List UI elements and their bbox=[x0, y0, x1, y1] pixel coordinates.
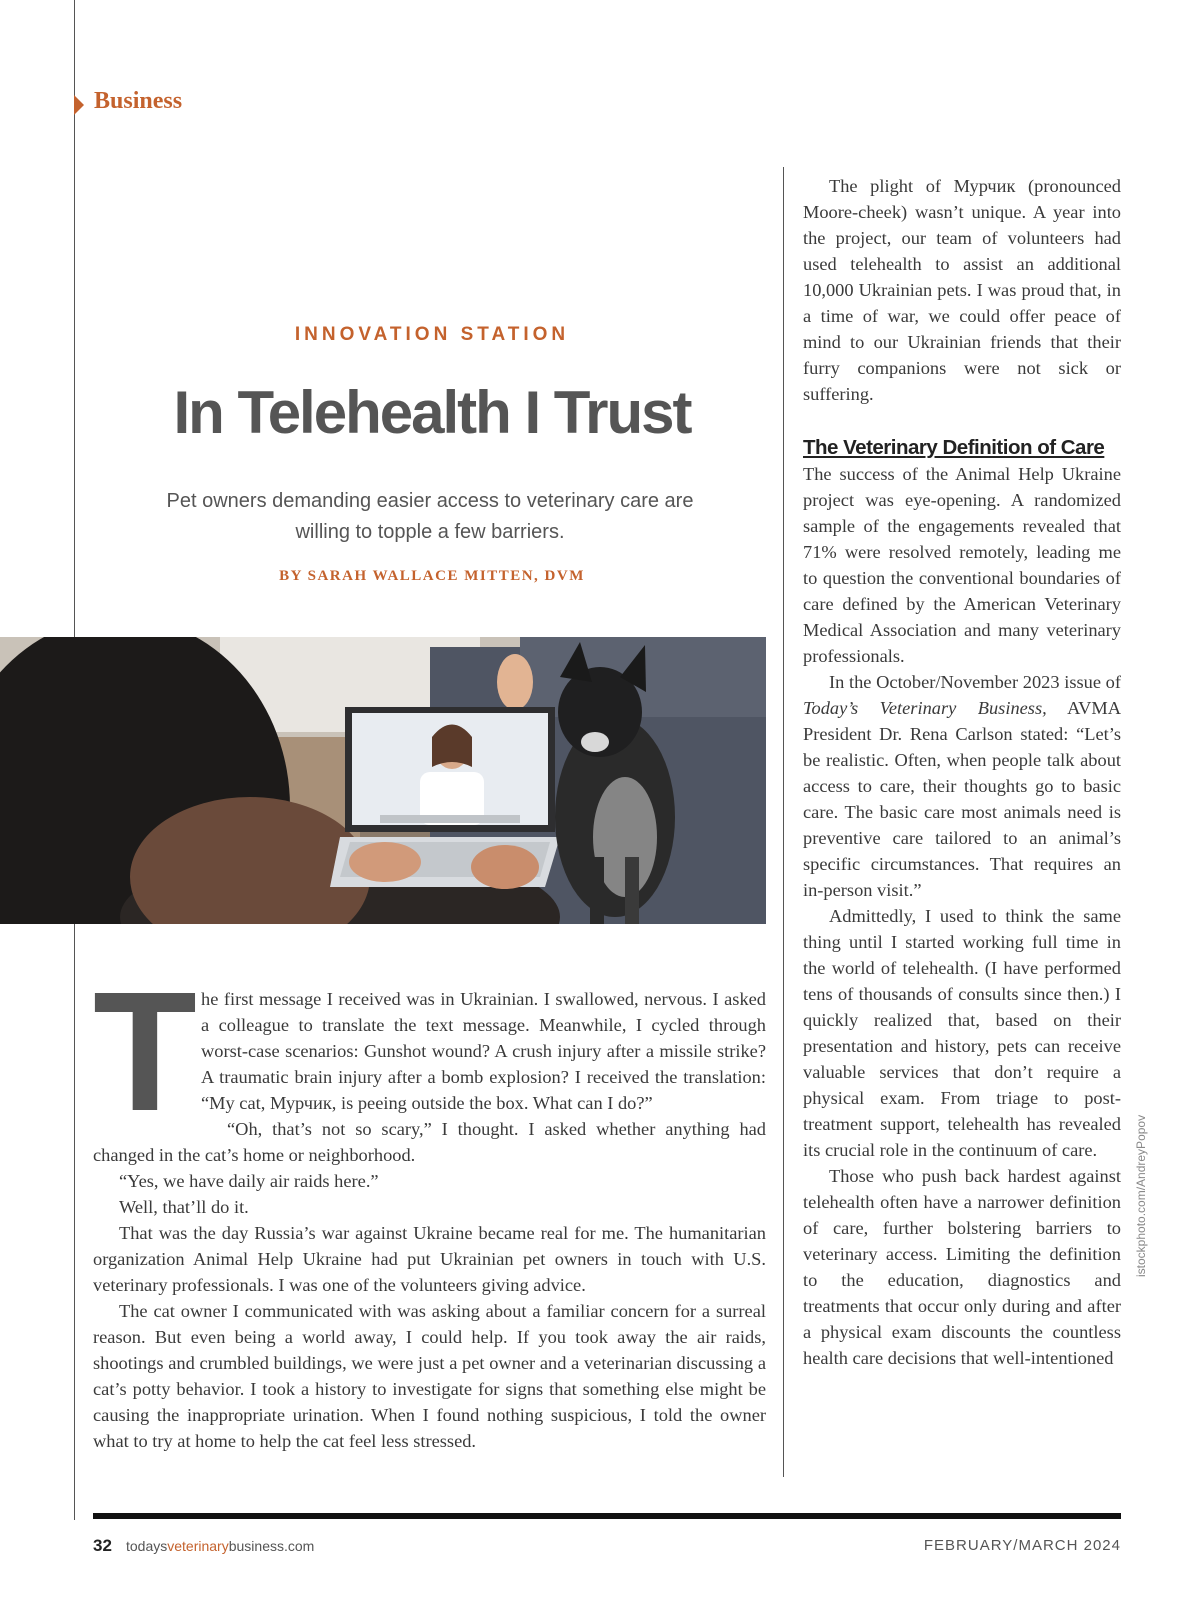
article-title: In Telehealth I Trust bbox=[173, 379, 691, 446]
paragraph-2: “Oh, that’s not so scary,” I thought. I asked whether anything had changed in the cat’s home or neighborhood. bbox=[93, 1119, 766, 1165]
paragraph-9: In the October/November 2023 issue of Today’s Veterinary Business, AVMA President Dr. Rena Carlson stated: “Let’s be realistic. Often, when people talk about access to care, their thoughts go to basic care. The basic care most animals need is preventive care tailored to an animal’s specific circumstances. That requires an in-person visit.” bbox=[803, 672, 1121, 900]
photo-credit: istockphoto.com/AndreyPopov bbox=[1134, 1114, 1148, 1277]
column-divider bbox=[783, 167, 784, 1477]
site-url[interactable]: todaysveterinarybusiness.com bbox=[126, 1538, 315, 1554]
footer-rule bbox=[93, 1513, 1121, 1519]
triangle-right-icon bbox=[74, 95, 84, 115]
article-dek: Pet owners demanding easier access to veterinary care are willing to topple a few barriers. bbox=[166, 490, 694, 543]
publication-title: Today’s Veterinary Business, bbox=[803, 698, 1047, 718]
paragraph-10: Admittedly, I used to think the same thing until I started working full time in the world of telehealth. (I have performed tens of thousands of consults since then.) I quickly realized that, based on their presentation and history, pets can receive valuable services that don’t require a physical exam. From triage to post-treatment support, telehealth has revealed its crucial role in the continuum of care. bbox=[803, 906, 1121, 1160]
paragraph-4: Well, that’ll do it. bbox=[119, 1197, 249, 1217]
paragraph-3: “Yes, we have daily air raids here.” bbox=[119, 1171, 379, 1191]
paragraph-5: That was the day Russia’s war against Ukraine became real for me. The humanitarian organization Animal Help Ukraine had put Ukrainian pet owners in touch with U.S. veterinary professionals. I was one of the volunteers giving advice. bbox=[93, 1223, 766, 1295]
article-byline: BY SARAH WALLACE MITTEN, DVM bbox=[279, 568, 585, 584]
drop-cap: T bbox=[93, 988, 197, 1136]
section-label: Business bbox=[94, 88, 183, 114]
article-body-left bbox=[93, 986, 766, 1484]
paragraph-6: The cat owner I communicated with was asking about a familiar concern for a surreal reason. But even being a world away, I could help. If you took away the air raids, shootings and crumbled buildings, we were just a pet owner and a veterinarian discussing a cat’s potty behavior. I took a history to investigate for signs that something else might be causing the inappropriate urination. When I found nothing suspicious, I told the owner what to try at home to help the cat feel less stressed. bbox=[93, 1301, 766, 1451]
paragraph-11: Those who push back hardest against telehealth often have a narrower definition of care, further bolstering barriers to veterinary access. Limiting the definition to the education, diagnostics and treatments that occur only during and after a physical exam discounts the countless health care decisions that well-intentioned bbox=[803, 1166, 1121, 1368]
hero-photo bbox=[0, 637, 766, 924]
article-body-right bbox=[803, 173, 1121, 1483]
issue-date: FEBRUARY/MARCH 2024 bbox=[923, 1537, 1121, 1554]
paragraph-8: The success of the Animal Help Ukraine project was eye-opening. A randomized sample of the engagements revealed that 71% were resolved remotely, leading me to question the conventional boundaries of care defined by the American Veterinary Medical Association and many veterinary professionals. bbox=[803, 464, 1121, 666]
telehealth-illustration bbox=[0, 637, 766, 924]
paragraph-1: The first message I received was in Ukrainian. I swallowed, nervous. I asked a colleague to translate the text message. Meanwhile, I cycled through worst-case scenarios: Gunshot wound? A crush injury after a missile strike? A traumatic brain injury after a bomb explosion? I received the translation: “My cat, Мурчик, is peeing outside the box. What can I do?” bbox=[93, 988, 766, 1136]
paragraph-7: The plight of Мурчик (pronounced Moore-cheek) wasn’t unique. A year into the project, our team of volunteers had used telehealth to assist an additional 10,000 Ukrainian pets. I was proud that, in a time of war, we could offer peace of mind to our Ukrainian friends that their furry companions were not sick or suffering. bbox=[803, 176, 1121, 404]
page-number: 32 bbox=[93, 1536, 112, 1555]
section-subhead: The Veterinary Definition of Care bbox=[803, 436, 1105, 459]
article-kicker: INNOVATION STATION bbox=[294, 324, 570, 345]
